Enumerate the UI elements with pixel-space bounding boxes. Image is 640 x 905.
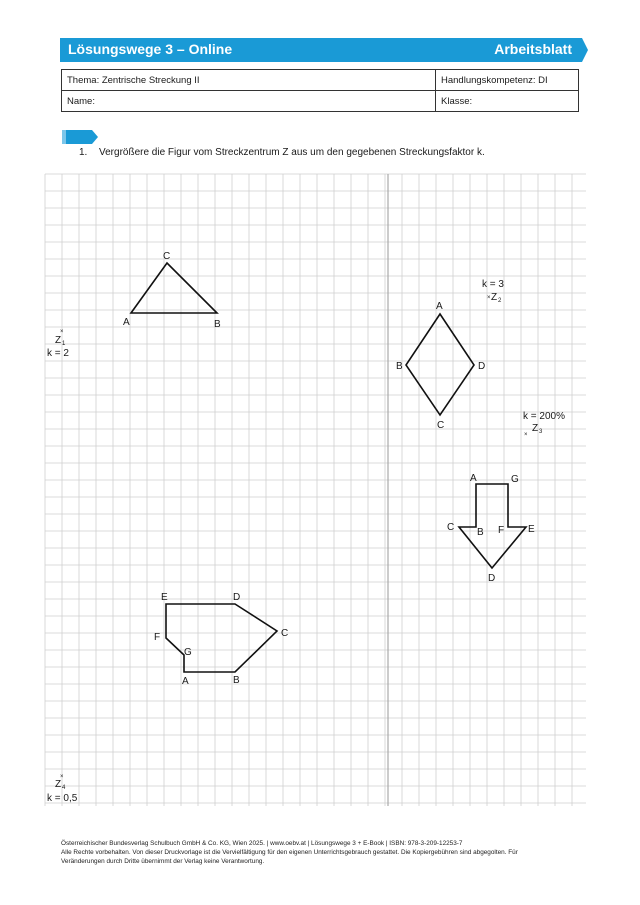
- rhombus-label-d: D: [478, 361, 486, 372]
- topic-cell: Thema: Zentrische Streckung II: [62, 70, 436, 91]
- center-z1-name: Z: [55, 335, 62, 346]
- heptagon-shape: [166, 604, 277, 672]
- center-z4-factor: k = 0,5: [47, 793, 78, 804]
- heptagon-label-d: D: [233, 592, 241, 603]
- banner-document-type: Arbeitsblatt: [494, 41, 572, 57]
- footer-rights: Alle Rechte vorbehalten. Von dieser Druckvorlage ist die Vervielfältigung für den eigenen Unterrichtsgebrauch gestattet. Die Kopiergebühren sind abgegolten. Für: [61, 849, 518, 856]
- triangle-label-c: C: [163, 251, 171, 262]
- arrow-label-e: E: [528, 524, 535, 535]
- task-text: Vergrößere die Figur vom Streckzentrum Z aus um den gegebenen Streckungsfaktor k.: [99, 147, 485, 158]
- triangle-shape: [131, 263, 217, 313]
- center-z3-name: Z: [532, 423, 539, 434]
- center-z1-point-icon: ×: [60, 329, 64, 335]
- heptagon-label-g: G: [184, 647, 192, 658]
- arrow-label-d: D: [488, 573, 496, 584]
- center-z4-point-icon: ×: [60, 774, 64, 780]
- center-z2: [482, 279, 504, 304]
- rhombus-figure: [396, 301, 485, 431]
- center-z2-point-icon: ×: [487, 295, 491, 301]
- arrow-label-a: A: [470, 473, 477, 484]
- center-z3: [523, 411, 565, 438]
- footer-copyright: Österreichischer Bundesverlag Schulbuch GmbH & Co. KG, Wien 2025. | www.oebv.at | Lösungswege 3 + E-Book | ISBN: 978-3-209-12253-7: [61, 840, 463, 847]
- name-field[interactable]: Name:: [62, 91, 436, 112]
- center-z3-factor: k = 200%: [523, 411, 565, 422]
- arrow-label-f: F: [498, 525, 505, 536]
- center-z3-sub: 3: [539, 429, 543, 435]
- class-field[interactable]: Klasse:: [436, 91, 579, 112]
- center-z2-factor: k = 3: [482, 279, 504, 290]
- rhombus-label-a: A: [436, 301, 443, 312]
- center-z4: [47, 774, 78, 804]
- heptagon-label-f: F: [154, 632, 161, 643]
- center-z4-sub: 4: [62, 785, 66, 791]
- center-z4-name: Z: [55, 779, 62, 790]
- arrow-label-g: G: [511, 474, 519, 485]
- banner-title: Lösungswege 3 – Online: [68, 41, 233, 57]
- heptagon-label-e: E: [161, 592, 168, 603]
- triangle-figure: [123, 251, 221, 330]
- heptagon-label-a: A: [182, 676, 189, 687]
- triangle-label-a: A: [123, 317, 130, 328]
- footer-disclaimer: Veränderungen durch Dritte übernimmt der Verlag keine Verantwortung.: [61, 858, 265, 865]
- rhombus-shape: [406, 314, 474, 415]
- heptagon-label-c: C: [281, 628, 289, 639]
- center-z3-point-icon: ×: [524, 432, 528, 438]
- center-z2-sub: 2: [498, 298, 502, 304]
- center-z1-sub: 1: [62, 341, 66, 347]
- task-number: 1.: [79, 147, 88, 158]
- rhombus-label-c: C: [437, 420, 445, 431]
- center-z1-factor: k = 2: [47, 348, 69, 359]
- footer: [61, 839, 591, 866]
- arrow-figure: [447, 473, 535, 584]
- rhombus-label-b: B: [396, 361, 403, 372]
- grid-lines: [45, 174, 586, 806]
- arrow-label-b: B: [477, 527, 484, 538]
- triangle-label-b: B: [214, 319, 221, 330]
- center-z2-name: Z: [491, 292, 498, 303]
- arrow-label-c: C: [447, 522, 455, 533]
- heptagon-label-b: B: [233, 675, 240, 686]
- competence-cell: Handlungskompetenz: DI: [436, 70, 579, 91]
- heptagon-figure: [154, 592, 288, 687]
